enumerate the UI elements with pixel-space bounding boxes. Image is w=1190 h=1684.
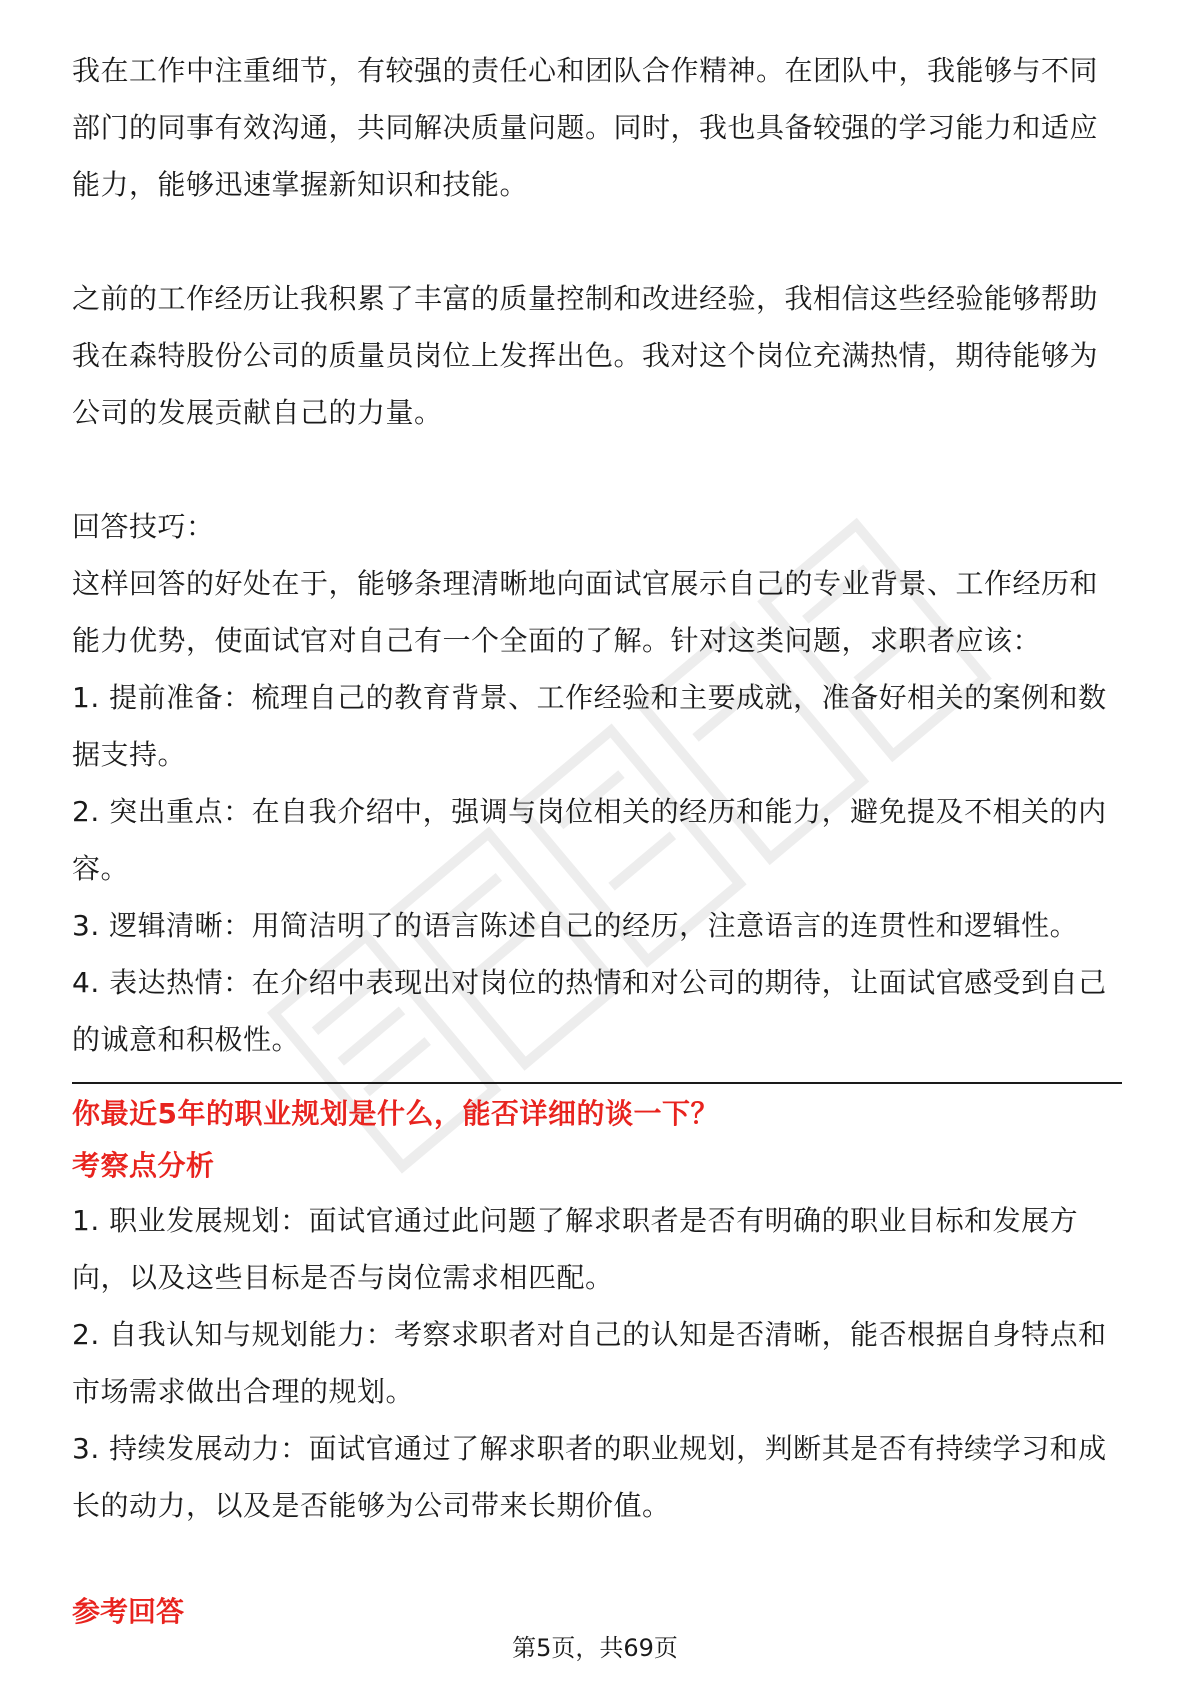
paragraph-strengths: 我在工作中注重细节，有较强的责任心和团队合作精神。在团队中，我能够与不同部门的同事有效沟通，共同解决质量问题。同时，我也具备较强的学习能力和适应能力，能够迅速掌握新知识和技能。 [72,54,1099,201]
tips-label: 回答技巧： [72,510,215,543]
tips-item: 4. 表达热情：在介绍中表现出对岗位的热情和对公司的期待，让面试官感受到自己的诚意和积极性。 [72,966,1107,1056]
analysis-heading: 考察点分析 [72,1149,215,1182]
analysis-item: 2. 自我认知与规划能力：考察求职者对自己的认知是否清晰，能否根据自身特点和市场需求做出合理的规划。 [72,1318,1107,1408]
page-content [72,42,1122,1534]
analysis-item: 1. 职业发展规划：面试官通过此问题了解求职者是否有明确的职业目标和发展方向，以及这些目标是否与岗位需求相匹配。 [72,1204,1079,1294]
tips-intro: 这样回答的好处在于，能够条理清晰地向面试官展示自己的专业背景、工作经历和能力优势，使面试官对自己有一个全面的了解。针对这类问题，求职者应该： [72,567,1099,657]
section-divider [72,1082,1122,1084]
reference-answer-heading: 参考回答 [72,1595,185,1628]
question-title: 你最近5年的职业规划是什么，能否详细的谈一下？ [72,1097,719,1130]
tips-item: 1. 提前准备：梳理自己的教育背景、工作经验和主要成就，准备好相关的案例和数据支持。 [72,681,1107,771]
paragraph-experience: 之前的工作经历让我积累了丰富的质量控制和改进经验，我相信这些经验能够帮助我在森特股份公司的质量员岗位上发挥出色。我对这个岗位充满热情，期待能够为公司的发展贡献自己的力量。 [72,282,1099,429]
spacer [72,213,1122,270]
tips-item: 3. 逻辑清晰：用简洁明了的语言陈述自己的经历，注意语言的连贯性和逻辑性。 [72,909,1079,942]
tips-item: 2. 突出重点：在自我介绍中，强调与岗位相关的经历和能力，避免提及不相关的内容。 [72,795,1107,885]
page-number: 第5页，共69页 [512,1634,678,1662]
analysis-item: 3. 持续发展动力：面试官通过了解求职者的职业规划，判断其是否有持续学习和成长的动力，以及是否能够为公司带来长期价值。 [72,1432,1107,1522]
spacer [72,441,1122,498]
